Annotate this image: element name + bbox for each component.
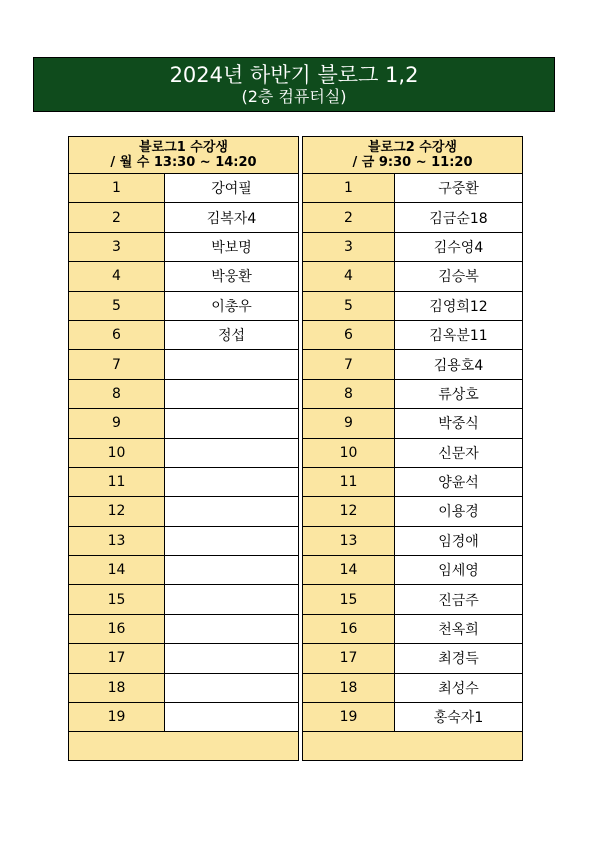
row-number: 3 [69,232,165,261]
roster-header-title: 블로그2 수강생 [368,140,457,155]
student-name [165,379,299,408]
class-roster-blog1 [68,136,299,761]
table-row [69,379,299,408]
roster-footer [69,732,299,761]
student-name [165,614,299,643]
roster-header-schedule: / 금 9:30 ~ 11:20 [352,155,473,170]
table-row [69,320,299,349]
row-number: 1 [303,174,395,203]
title-banner [33,57,555,112]
row-number: 6 [69,320,165,349]
row-number: 15 [69,585,165,614]
page-title: 2024년 하반기 블로그 1,2 [169,62,419,87]
table-row [69,585,299,614]
table-row [303,438,523,467]
table-row [303,614,523,643]
row-number: 13 [69,526,165,555]
table-row [69,614,299,643]
table-row [303,350,523,379]
row-number: 4 [69,262,165,291]
row-number: 16 [69,614,165,643]
page-subtitle: (2층 컴퓨터실) [241,86,347,106]
table-row [69,232,299,261]
student-name: 박중식 [395,409,523,438]
table-row [69,644,299,673]
student-name [165,673,299,702]
table-row [69,174,299,203]
student-name: 구중환 [395,174,523,203]
table-row [303,291,523,320]
roster-footer-row [69,732,299,761]
row-number: 4 [303,262,395,291]
student-name: 김용호4 [395,350,523,379]
row-number: 17 [303,644,395,673]
row-number: 5 [69,291,165,320]
row-number: 16 [303,614,395,643]
table-row [69,438,299,467]
row-number: 5 [303,291,395,320]
row-number: 9 [303,409,395,438]
student-name [165,467,299,496]
table-row [303,174,523,203]
student-name: 임경애 [395,526,523,555]
table-row [303,232,523,261]
table-row [303,409,523,438]
roster-footer [303,732,523,761]
student-name: 김수영4 [395,232,523,261]
table-row [69,291,299,320]
row-number: 17 [69,644,165,673]
student-name: 강여필 [165,174,299,203]
row-number: 12 [69,497,165,526]
table-row [303,644,523,673]
table-row [69,556,299,585]
table-row [69,350,299,379]
student-name: 최경득 [395,644,523,673]
student-name: 신문자 [395,438,523,467]
student-name: 김승복 [395,262,523,291]
table-row [303,497,523,526]
student-name: 정섭 [165,320,299,349]
row-number: 15 [303,585,395,614]
row-number: 6 [303,320,395,349]
row-number: 14 [303,556,395,585]
row-number: 14 [69,556,165,585]
table-row [69,497,299,526]
roster-header [69,137,299,174]
roster-header-schedule: / 월 수 13:30 ~ 14:20 [110,155,257,170]
row-number: 10 [303,438,395,467]
student-name [165,585,299,614]
table-row [303,203,523,232]
student-name [165,526,299,555]
row-number: 9 [69,409,165,438]
student-name: 천옥희 [395,614,523,643]
table-row [303,673,523,702]
row-number: 8 [303,379,395,408]
table-row [69,203,299,232]
row-number: 18 [303,673,395,702]
row-number: 3 [303,232,395,261]
row-number: 19 [303,703,395,732]
student-name: 류상호 [395,379,523,408]
student-name: 홍숙자1 [395,703,523,732]
table-row [69,703,299,732]
student-name: 김옥분11 [395,320,523,349]
student-name [165,438,299,467]
table-row [303,379,523,408]
row-number: 10 [69,438,165,467]
table-row [69,526,299,555]
student-name [165,703,299,732]
roster-header-row [69,137,299,174]
student-name: 이용경 [395,497,523,526]
row-number: 7 [69,350,165,379]
roster-header-row [303,137,523,174]
table-row [303,526,523,555]
table-row [303,467,523,496]
student-name: 임세영 [395,556,523,585]
student-name: 박보명 [165,232,299,261]
row-number: 11 [303,467,395,496]
row-number: 2 [303,203,395,232]
student-name: 김금순18 [395,203,523,232]
row-number: 19 [69,703,165,732]
roster-header-title: 블로그1 수강생 [139,140,228,155]
row-number: 7 [303,350,395,379]
student-name: 진금주 [395,585,523,614]
row-number: 2 [69,203,165,232]
table-row [303,556,523,585]
student-name: 최성수 [395,673,523,702]
student-name [165,644,299,673]
row-number: 8 [69,379,165,408]
student-name: 박웅환 [165,262,299,291]
student-name: 김영희12 [395,291,523,320]
row-number: 12 [303,497,395,526]
table-row [303,262,523,291]
student-name: 이총우 [165,291,299,320]
row-number: 11 [69,467,165,496]
row-number: 13 [303,526,395,555]
student-name [165,556,299,585]
roster-header [303,137,523,174]
roster-footer-row [303,732,523,761]
table-row [303,703,523,732]
table-row [303,585,523,614]
student-name [165,409,299,438]
table-row [69,673,299,702]
table-row [69,262,299,291]
student-name: 김복자4 [165,203,299,232]
student-name: 양윤석 [395,467,523,496]
student-name [165,350,299,379]
row-number: 18 [69,673,165,702]
student-name [165,497,299,526]
row-number: 1 [69,174,165,203]
class-roster-blog2 [302,136,523,761]
table-row [69,467,299,496]
table-row [303,320,523,349]
table-row [69,409,299,438]
